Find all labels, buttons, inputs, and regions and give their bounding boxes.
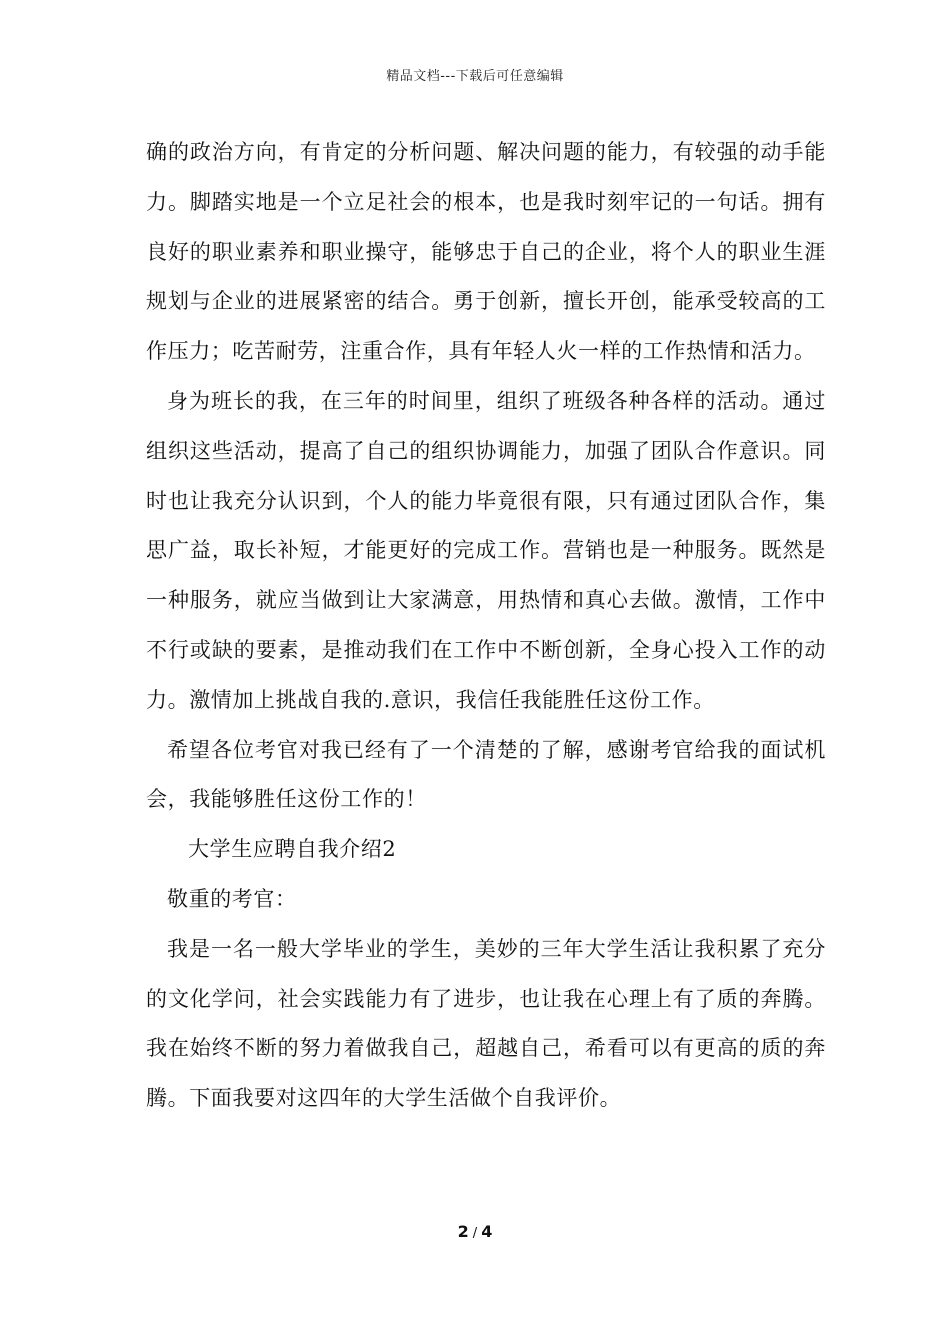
paragraph-3: 希望各位考官对我已经有了一个清楚的了解，感谢考官给我的面试机会，我能够胜任这份工作的！: [146, 737, 826, 812]
page-header: 精品文档---下载后可任意编辑: [386, 69, 564, 84]
document-body: [146, 128, 826, 1124]
total-pages-number: 4: [481, 1222, 493, 1241]
current-page-number: 2: [457, 1222, 469, 1241]
salutation: 敬重的考官：: [167, 886, 297, 911]
page-separator: /: [472, 1226, 478, 1241]
page-number: [0, 1222, 950, 1241]
section-heading: 大学生应聘自我介绍2: [188, 837, 397, 862]
paragraph-1: 确的政治方向，有肯定的分析问题、解决问题的能力，有较强的动手能力。脚踏实地是一个立足社会的根本，也是我时刻牢记的一句话。拥有良好的职业素养和职业操守，能够忠于自己的企业，将个人的职业生涯规划与企业的进展紧密的结合。勇于创新，擅长开创，能承受较高的工作压力；吃苦耐劳，注重合作，具有年轻人火一样的工作热情和活力。: [146, 140, 826, 364]
paragraph-4: 我是一名一般大学毕业的学生，美妙的三年大学生活让我积累了充分的文化学问，社会实践能力有了进步，也让我在心理上有了质的奔腾。我在始终不断的努力着做我自己，超越自己，希看可以有更高的质的奔腾。下面我要对这四年的大学生活做个自我评价。: [146, 936, 826, 1111]
paragraph-2: 身为班长的我，在三年的时间里，组织了班级各种各样的活动。通过组织这些活动，提高了自己的组织协调能力，加强了团队合作意识。同时也让我充分认识到，个人的能力毕竟很有限，只有通过团队合作，集思广益，取长补短，才能更好的完成工作。营销也是一种服务。既然是一种服务，就应当做到让大家满意，用热情和真心去做。激情，工作中不行或缺的要素，是推动我们在工作中不断创新，全身心投入工作的动力。激情加上挑战自我的.意识，我信任我能胜任这份工作。: [146, 388, 826, 712]
